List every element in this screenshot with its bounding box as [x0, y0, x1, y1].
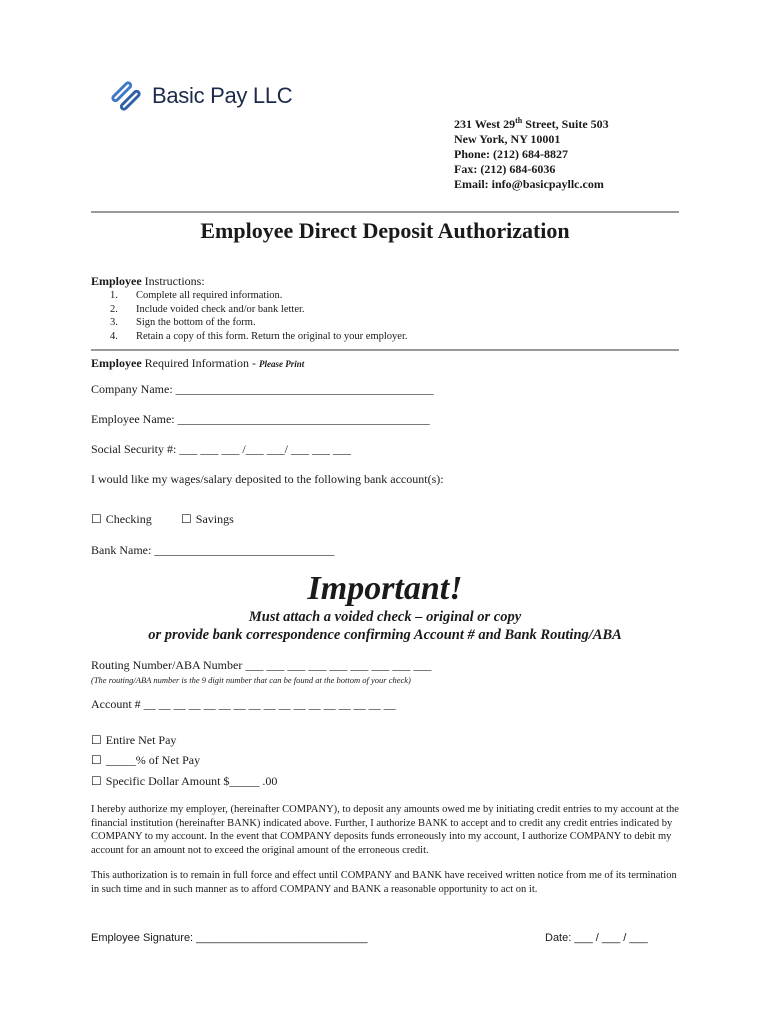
basic-pay-logo-icon	[108, 78, 144, 114]
section-divider	[91, 349, 679, 351]
instruction-item: 2. Include voided check and/or bank letter.	[110, 303, 305, 315]
header-divider	[91, 211, 679, 213]
termination-paragraph: This authorization is to remain in full force and effect until COMPANY and BANK have received written notice from me of its termination in such time and in such manner as to afford COMPANY and BANK a reasonable opportunity to act on it.	[91, 870, 677, 895]
checkbox-icon[interactable]: ☐	[91, 733, 102, 747]
company-logo	[108, 78, 292, 114]
routing-note: (The routing/ABA number is the 9 digit number that can be found at the bottom of your check)	[91, 675, 411, 685]
required-info-heading: Employee Required Information - Please Print	[91, 356, 305, 370]
company-name-field[interactable]: Company Name: ___________________________________________	[91, 382, 434, 396]
checkbox-icon[interactable]: ☐	[181, 512, 192, 526]
percent-net-pay-option[interactable]: ☐ _____% of Net Pay	[91, 753, 201, 767]
important-line-1: Must attach a voided check – original or copy	[248, 609, 522, 625]
routing-number-field[interactable]: Routing Number/ABA Number ___ ___ ___ ___ ___ ___ ___ ___ ___	[91, 658, 432, 672]
employee-name-field[interactable]: Employee Name: __________________________________________	[91, 412, 430, 426]
email-line: Email: info@basicpayllc.com	[454, 177, 604, 191]
checkbox-icon[interactable]: ☐	[91, 774, 102, 788]
fax-line: Fax: (212) 684-6036	[454, 162, 556, 176]
checking-option[interactable]: ☐ Checking	[91, 512, 152, 526]
checkbox-icon[interactable]: ☐	[91, 512, 102, 526]
form-title: Employee Direct Deposit Authorization	[200, 218, 570, 243]
important-heading: Important!	[307, 570, 463, 607]
instruction-item: 1. Complete all required information.	[110, 290, 283, 301]
specific-dollar-option[interactable]: ☐ Specific Dollar Amount $_____ .00	[91, 774, 278, 788]
instructions-list	[110, 289, 407, 343]
savings-option[interactable]: ☐ Savings	[181, 512, 234, 526]
account-number-field[interactable]: Account # __ __ __ __ __ __ __ __ __ __ __ __ __ __ __ __ __	[91, 697, 396, 711]
address-line-1: 231 West 29th Street, Suite 503	[454, 116, 609, 131]
date-field[interactable]: Date: ___ / ___ / ___	[545, 932, 648, 944]
instruction-item: 3. Sign the bottom of the form.	[110, 317, 256, 328]
deposit-intro-text: I would like my wages/salary deposited to the following bank account(s):	[91, 472, 444, 486]
company-name: Basic Pay LLC	[152, 83, 293, 108]
instructions-heading: Employee Instructions:	[91, 274, 205, 288]
employee-signature-field[interactable]: Employee Signature: ____________________________	[91, 932, 368, 944]
address-line-2: New York, NY 10001	[454, 132, 561, 146]
phone-line: Phone: (212) 684-8827	[454, 147, 568, 161]
checkbox-icon[interactable]: ☐	[91, 753, 102, 767]
important-line-2: or provide bank correspondence confirming Account # and Bank Routing/ABA	[148, 627, 622, 643]
ssn-field[interactable]: Social Security #: ___ ___ ___ /___ ___/ ___ ___ ___	[91, 442, 351, 456]
authorization-paragraph: I hereby authorize my employer, (hereinafter COMPANY), to deposit any amounts owed me by initiating credit entries to my account at the financial institution (hereinafter BANK) indicated above. Further, I authorize BANK to accept and to credit any credit entries indicated by COMPANY to my account. In the event that COMPANY deposits funds erroneously into my account, I authorize COMPANY to debit my account for an amount not to exceed the original amount of the erroneous credit.	[91, 804, 679, 856]
entire-net-pay-option[interactable]: ☐ Entire Net Pay	[91, 733, 177, 747]
instruction-item: 4. Retain a copy of this form. Return the original to your employer.	[110, 330, 408, 342]
bank-name-field[interactable]: Bank Name: ______________________________	[91, 543, 335, 557]
company-address	[454, 117, 609, 192]
